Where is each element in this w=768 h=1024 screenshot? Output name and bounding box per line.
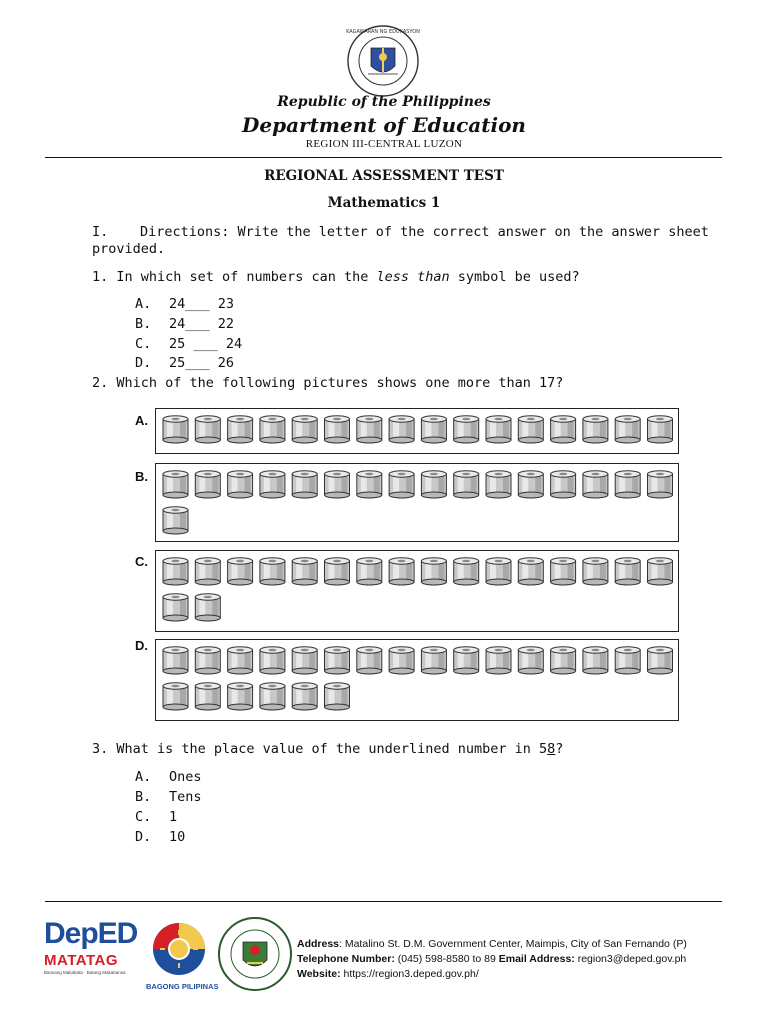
q2-option-c-letter: C. [135, 554, 148, 569]
question-1-emphasis: less than [376, 269, 450, 285]
can-icon [615, 416, 640, 443]
can-icon [518, 558, 543, 585]
matatag-tagline: Bansang Makabata · Batang Makabansa [44, 970, 126, 975]
q3-option-b-text: Tens [169, 789, 202, 805]
question-3-prefix: 3. What is the place value of the underlined number in 5 [92, 741, 548, 757]
deped-regional-seal [217, 916, 293, 992]
can-icon [357, 416, 382, 443]
matatag-logo-text: MATATAG [44, 952, 119, 969]
q2-option-c-box [155, 550, 679, 632]
q2-option-b-letter: B. [135, 469, 148, 484]
can-icon [421, 416, 446, 443]
directions-line2: provided. [92, 241, 166, 257]
can-icon [292, 647, 317, 674]
directions-numeral: I. [92, 224, 109, 240]
can-icon [648, 471, 673, 498]
can-icon [389, 416, 414, 443]
can-icon [325, 416, 350, 443]
directions-line1: Directions: Write the letter of the correct answer on the answer sheet [140, 224, 709, 240]
q3-option-d-text: 10 [169, 829, 186, 845]
can-icon [163, 507, 188, 534]
header-divider [45, 157, 722, 158]
can-icon [260, 471, 285, 498]
can-icon [195, 558, 220, 585]
can-icon [228, 683, 253, 710]
q3-option-b-letter: B. [135, 789, 152, 805]
q3-option-c-letter: C. [135, 809, 152, 825]
q2-option-a-box [155, 408, 679, 454]
can-icon [260, 647, 285, 674]
question-3-underlined: 8 [547, 741, 556, 757]
can-icon [292, 471, 317, 498]
can-icon [163, 558, 188, 585]
can-icon [228, 558, 253, 585]
can-icon [583, 647, 608, 674]
header-republic: Republic of the Philippines [277, 94, 491, 110]
q1-option-b-text: 24___ 22 [169, 316, 235, 332]
question-3-suffix: ? [555, 741, 564, 757]
email-label: Email Address: [498, 953, 575, 965]
q1-option-c-letter: C. [135, 336, 152, 352]
can-icon [228, 416, 253, 443]
can-icon [486, 416, 511, 443]
can-icon [228, 647, 253, 674]
header-region: REGION III-CENTRAL LUZON [305, 138, 463, 150]
q2-option-a-letter: A. [135, 413, 148, 428]
phone-label: Telephone Number: [297, 953, 395, 965]
cans-svg [162, 415, 679, 451]
can-icon [486, 558, 511, 585]
can-icon [325, 558, 350, 585]
svg-text:KAGAWARAN NG EDUKASYON: KAGAWARAN NG EDUKASYON [346, 29, 420, 35]
can-icon [551, 558, 576, 585]
q3-option-a-text: Ones [169, 769, 202, 785]
q1-option-c-text: 25 ___ 24 [169, 336, 243, 352]
q2-option-b-box [155, 463, 679, 542]
footer-address [297, 938, 687, 950]
website-link[interactable]: https://region3.deped.gov.ph/ [340, 968, 479, 980]
q1-option-d-letter: D. [135, 355, 152, 371]
can-icon [551, 471, 576, 498]
can-icon [228, 471, 253, 498]
can-icon [486, 647, 511, 674]
q2-option-c-cans [162, 557, 679, 629]
can-icon [454, 416, 479, 443]
can-icon [648, 416, 673, 443]
can-icon [163, 683, 188, 710]
can-icon [518, 471, 543, 498]
footer-website [297, 968, 479, 980]
can-icon [195, 683, 220, 710]
header-department: Department of Education [242, 113, 526, 137]
q3-option-d-letter: D. [135, 829, 152, 845]
q2-option-b-cans [162, 470, 679, 542]
can-icon [583, 471, 608, 498]
can-icon [163, 416, 188, 443]
can-icon [357, 471, 382, 498]
can-icon [518, 416, 543, 443]
question-2: 2. Which of the following pictures shows one more than 17? [92, 375, 564, 391]
question-1-prefix: 1. In which set of numbers can the [92, 269, 377, 285]
q3-option-c-text: 1 [169, 809, 178, 825]
can-icon [325, 647, 350, 674]
can-icon [195, 594, 220, 621]
can-icon [389, 647, 414, 674]
q2-option-a-cans [162, 415, 679, 451]
can-icon [518, 647, 543, 674]
can-icon [163, 647, 188, 674]
cans-svg [162, 646, 679, 718]
can-icon [583, 416, 608, 443]
can-icon [292, 416, 317, 443]
q1-option-a-text: 24___ 23 [169, 296, 235, 312]
can-icon [615, 471, 640, 498]
can-icon [486, 471, 511, 498]
can-icon [260, 558, 285, 585]
test-title: REGIONAL ASSESSMENT TEST [264, 168, 504, 184]
can-icon [615, 558, 640, 585]
q2-option-d-letter: D. [135, 638, 148, 653]
can-icon [357, 558, 382, 585]
can-icon [325, 683, 350, 710]
address-label: Address [297, 938, 340, 950]
website-label: Website: [297, 968, 341, 980]
can-icon [454, 558, 479, 585]
question-3 [92, 741, 563, 757]
question-1-suffix: symbol be used? [449, 269, 580, 285]
can-icon [615, 647, 640, 674]
can-icon [389, 471, 414, 498]
email-link[interactable]: region3@deped.gov.ph [574, 953, 687, 965]
q1-option-a-letter: A. [135, 296, 152, 312]
test-subject: Mathematics 1 [327, 195, 441, 211]
question-1 [92, 269, 580, 285]
can-icon [260, 683, 285, 710]
can-icon [454, 471, 479, 498]
can-icon [583, 558, 608, 585]
can-icon [421, 471, 446, 498]
cans-svg [162, 557, 679, 629]
can-icon [648, 558, 673, 585]
can-icon [163, 594, 188, 621]
can-icon [389, 558, 414, 585]
can-icon [195, 647, 220, 674]
deped-matatag-logo [44, 918, 136, 996]
footer-phone-email [297, 953, 686, 965]
can-icon [325, 471, 350, 498]
can-icon [195, 471, 220, 498]
q3-option-a-letter: A. [135, 769, 152, 785]
q2-option-d-box [155, 639, 679, 721]
can-icon [260, 416, 285, 443]
phone-value: (045) 598-8580 to 89 [394, 953, 499, 965]
cans-svg [162, 470, 679, 542]
q1-option-d-text: 25___ 26 [169, 355, 235, 371]
q2-option-d-cans [162, 646, 679, 718]
can-icon [421, 647, 446, 674]
can-icon [357, 647, 382, 674]
can-icon [454, 647, 479, 674]
can-icon [292, 558, 317, 585]
deped-seal-logo [346, 24, 420, 98]
can-icon [292, 683, 317, 710]
can-icon [551, 647, 576, 674]
address-value: : Matalino St. D.M. Government Center, Maimpis, City of San Fernando (P) [339, 938, 687, 950]
can-icon [648, 647, 673, 674]
footer-divider [45, 901, 722, 902]
deped-logo-text: DepED [44, 917, 138, 950]
can-icon [195, 416, 220, 443]
q1-option-b-letter: B. [135, 316, 152, 332]
bagong-pilipinas-text: BAGONG PILIPINAS [146, 982, 219, 991]
can-icon [163, 471, 188, 498]
bagong-pilipinas-logo [146, 920, 219, 992]
can-icon [551, 416, 576, 443]
can-icon [421, 558, 446, 585]
